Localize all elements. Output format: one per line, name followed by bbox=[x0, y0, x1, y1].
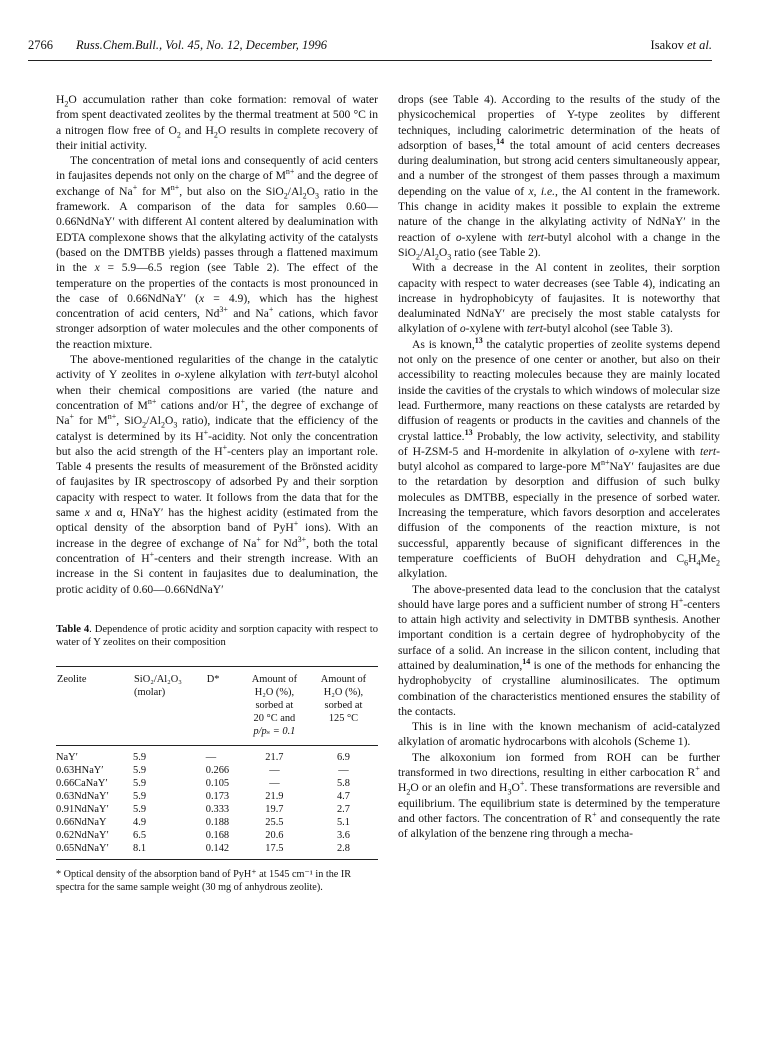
hdr-line: 20 °C and bbox=[253, 712, 296, 724]
running-header bbox=[28, 38, 712, 60]
hdr-line: Amount of bbox=[320, 673, 367, 685]
left-column bbox=[56, 92, 378, 894]
paragraph: The concentration of metal ions and consequently of acid centers in faujasites depends not only on the charge of $M^{n+}$ and the degree of exchange of Na+ for $M^{n+}$, but also on the $SiO_2/Al_2O_3$ ratio in the framework. A comparison of the data for samples 0.60—0.66NdNaY′ with different Al content altered by dealumination with EDTA complexone shows that the alkylating activity of the catalysts (based on the DMTBB yields) passes through a flattened maximum in the x = 5.9—6.5 region (see Table 2). The effect of the temperature on the properties of the contacts is most pronounced in the case of 0.66NdNaY′ (x = 4.9), which has the highest concentration of acid centers, $Nd^{3+}$ and Na+ cations, which favor stronger adsorption of water molecules and the other components of the reaction mixture. bbox=[56, 154, 379, 351]
authors-etal: et al. bbox=[687, 38, 712, 52]
cell: 5.1 bbox=[336, 816, 350, 828]
cell: 6.9 bbox=[336, 751, 350, 763]
cell: 0.65NdNaY′ bbox=[56, 842, 133, 860]
cell: 4.9 bbox=[133, 816, 147, 828]
cell: 0.173 bbox=[205, 790, 230, 802]
cell: 21.9 bbox=[265, 790, 284, 802]
paragraph: $H_2O$ accumulation rather than coke formation: removal of water from spent deactivated zeolites by the thermal treatment at 500 °C in a nitrogen flow free of $O_2$ and $H_2O$ results in complete recovery of their initial activity. bbox=[56, 93, 378, 152]
cell: 5.9 bbox=[133, 764, 147, 776]
col-header-ratio bbox=[133, 666, 206, 739]
table-row bbox=[56, 842, 378, 860]
cell: 8.1 bbox=[133, 842, 206, 860]
cell: 0.168 bbox=[205, 829, 230, 841]
right-column bbox=[398, 92, 720, 842]
cell: — bbox=[205, 751, 217, 763]
cell: 0.333 bbox=[205, 803, 230, 815]
col-header-zeolite: Zeolite bbox=[56, 666, 133, 739]
journal-citation: Russ.Chem.Bull., Vol. 45, No. 12, December, 1996 bbox=[76, 38, 328, 52]
table-caption bbox=[56, 623, 378, 650]
table-label: Table 4 bbox=[56, 623, 90, 635]
hdr-line: p/pₛ = 0.1 bbox=[253, 725, 296, 737]
table-row bbox=[56, 803, 378, 816]
page-number: 2766 bbox=[28, 38, 53, 52]
cell: 20.6 bbox=[265, 829, 284, 841]
table-row bbox=[56, 829, 378, 842]
cell: 3.6 bbox=[336, 829, 350, 841]
cell: 4.7 bbox=[336, 790, 350, 802]
running-authors bbox=[651, 38, 712, 53]
table-row bbox=[56, 764, 378, 777]
cell: 5.8 bbox=[336, 777, 350, 789]
cell: — bbox=[269, 764, 280, 776]
cell: 21.7 bbox=[265, 751, 284, 763]
col-header-amount-20 bbox=[240, 666, 309, 739]
cell: 5.9 bbox=[133, 790, 147, 802]
paragraph: With a decrease in the Al content in zeolites, their sorption capacity with respect to water decreases (see Table 4), indicating an increase in hydrophobicyty of faujasites. It is noteworthy that dealuminated NdNaY′ are precisely the most stable catalysts for alkylation of o-xylene with tert-butyl alcohol (see Table 3). bbox=[398, 261, 720, 336]
authors-name: Isakov bbox=[650, 38, 684, 52]
cell: 0.188 bbox=[205, 816, 230, 828]
col-header-ratio-line1: SiO₂/Al₂O₃ bbox=[134, 673, 182, 685]
cell: 0.66NdNaY bbox=[56, 816, 107, 828]
paragraph: The above-presented data lead to the conclusion that the catalyst should have large pores and a sufficient number of strong H+-centers to attain high activity and selectivity in DMTBB synthesis. Another important condition is a certain degree of hydrophobycity of the surface of a solid. An increase in the silicon content, including that attained by dealumination,$^{14}$ is one of the methods for enhancing the hydrophobycity of crystalline aluminosilicates. The optimum combination of the characteristics mentioned ensures the stability of the contacts. bbox=[398, 582, 720, 718]
paragraph: The alkoxonium ion formed from ROH can be further transformed in two directions, resulting in either carbocation R+ and $H_2O$ or an olefin and $H_3O^+$. These transformations are reversible and equilibrium. The equilibrium state is determined by the temperature and other factors. The concentration of R+ and consequently the rate of alkylation of the benzene ring through a mecha- bbox=[398, 750, 720, 841]
hdr-line: H₂O (%), bbox=[254, 686, 295, 698]
table-body bbox=[56, 745, 378, 859]
cell: 17.5 bbox=[240, 842, 309, 860]
table-row bbox=[56, 790, 378, 803]
col-header-amount-125 bbox=[309, 666, 378, 739]
cell: 0.105 bbox=[205, 777, 230, 789]
hdr-line: sorbed at bbox=[324, 699, 363, 711]
header-rule bbox=[28, 60, 712, 61]
paragraph: As is known,$^{13}$ the catalytic properties of zeolite systems depend not only on the presence of one center or another, but also on their accessibility to reacting molecules because they are mainly located inside the cavities of the crystals to which windows of molecular size lead. Furthermore, many reactions on these catalysts are retarded by diffusion of reagents or products in the cavities and channels of the crystal lattice.$^{13}$ Probably, the low activity, selectivity, and stability of H-ZSM-5 and H-mordenite in alkylation of o-xylene with tert-butyl alcohol as compared to large-pore $M^{n+}NaY'$ faujasites are due to the retardation by desorption and diffusion of such bulky molecules as DMTBB, especially in the presence of sorbed water. Increasing the temperature, which favors desorption and accelerates diffusion of the components of the reaction mixture, is not successful, apparently because of significant differences in the temperature coefficients of BuOH dehydration and $C_6H_4Me_2$ alkylation. bbox=[398, 335, 720, 581]
cell: 5.9 bbox=[133, 751, 147, 763]
cell: 0.142 bbox=[206, 842, 240, 860]
cell: 25.5 bbox=[265, 816, 284, 828]
paragraph: The above-mentioned regularities of the change in the catalytic activity of Y zeolites in o-xylene alkylation with tert-butyl alcohol when their chemical compositions are varied (the nature and concentration of $M^{n+}$ cations and/or H+, the degree of exchange of Na+ for $M^{n+}$, $SiO_2/Al_2O_3$ ratio), indicate that the efficiency of the catalyst is determined by its H+-acidity. Not only the concentration but also the acid strength of the H+-centers play an important role. Table 4 presents the results of measurement of the Brönsted acidity of faujasites by IR spectroscopy of adsorbed Py and their sorption capacity with respect to water. It follows from the data that for the same x and α, HNaY′ has the highest acidity (estimated from the optical density of the absorption band of PyH+ ions). With an increase in the degree of exchange of Na+ for $Nd^{3+}$, both the total concentration of H+-centers and their strength increase. With an increase in the Si content in faujasites due to dealumination, the protic acidity of 0.60—0.66NdNaY′ bbox=[56, 353, 379, 596]
cell: 19.7 bbox=[265, 803, 284, 815]
hdr-line: sorbed at bbox=[255, 699, 294, 711]
hdr-line: 125 °C bbox=[328, 712, 359, 724]
cell: 0.62NdNaY′ bbox=[56, 829, 109, 841]
col-header-d: D* bbox=[206, 666, 240, 739]
paragraph: This is in line with the known mechanism of acid-catalyzed alkylation of aromatic hydrocarbons with alcohols (Scheme 1). bbox=[398, 720, 720, 749]
cell: 0.63NdNaY′ bbox=[56, 790, 109, 802]
cell: 6.5 bbox=[133, 829, 147, 841]
cell: 0.91NdNaY′ bbox=[56, 803, 109, 815]
paragraph: drops (see Table 4). According to the results of the study of the physicochemical properties of Y-type zeolites by different techniques, including calorimetric determination of the heats of adsorption of bases,$^{14}$ the total amount of acid centers decreases during dealumination, but strong acid centers simultaneously appear, and a number of the strongest of them passes through a maximum depending on the value of x, i.e., the Al content in the framework. This change in acidity makes it possible to explain the extreme nature of the change in the alkylating activity of NdNaY′ in the reaction of o-xylene with tert-butyl alcohol with a change in the $SiO_2/Al_2O_3$ ratio (see Table 2). bbox=[398, 93, 721, 262]
cell: — bbox=[269, 777, 280, 789]
table-row bbox=[56, 816, 378, 829]
cell: 5.9 bbox=[133, 777, 147, 789]
cell: 0.63HNaY′ bbox=[56, 764, 104, 776]
cell: 0.66CaNaY′ bbox=[56, 777, 108, 789]
cell: 5.9 bbox=[133, 803, 147, 815]
table-caption-text: . Dependence of protic acidity and sorption capacity with respect to water of Y zeolites on their composition bbox=[56, 623, 378, 649]
cell: 2.7 bbox=[336, 803, 350, 815]
cell: 2.8 bbox=[309, 842, 378, 860]
hdr-line: H₂O (%), bbox=[323, 686, 364, 698]
cell: — bbox=[338, 764, 349, 776]
col-header-ratio-line2: (molar) bbox=[134, 686, 166, 698]
table-row bbox=[56, 745, 378, 764]
cell: NaY′ bbox=[56, 751, 78, 763]
table-4 bbox=[56, 666, 378, 860]
table-row bbox=[56, 777, 378, 790]
hdr-line: Amount of bbox=[251, 673, 298, 685]
cell: 0.266 bbox=[205, 764, 230, 776]
table-footnote: * Optical density of the absorption band of PyH⁺ at 1545 cm⁻¹ in the IR spectra for the same sample weight (30 mg of anhydrous zeolite). bbox=[56, 868, 352, 893]
